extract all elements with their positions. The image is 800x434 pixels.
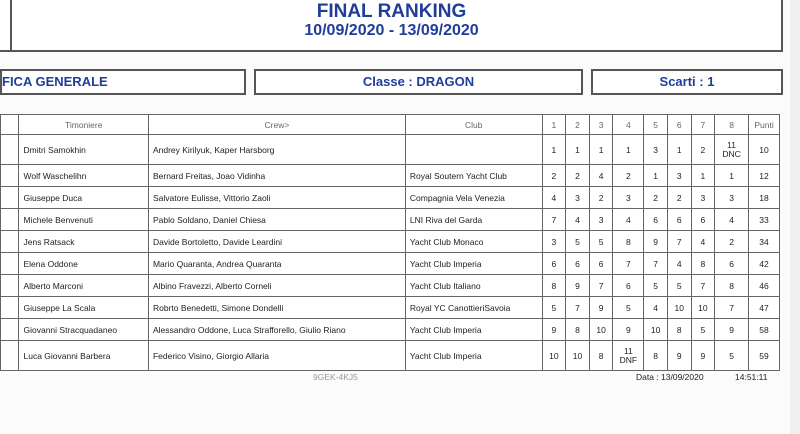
crew-cell: Salvatore Eulisse, Vittorio Zaoli (148, 187, 405, 209)
race-7-cell: 7 (691, 275, 715, 297)
points-cell: 34 (749, 231, 780, 253)
race-3-cell: 1 (589, 135, 613, 165)
club-cell: Yacht Club Imperia (405, 319, 542, 341)
crew-cell: Davide Bortoletto, Davide Leardini (148, 231, 405, 253)
race-6-cell: 9 (667, 341, 691, 371)
club-cell: Yacht Club Imperia (405, 253, 542, 275)
race-1-cell: 9 (542, 319, 566, 341)
points-cell: 59 (749, 341, 780, 371)
race-7-cell: 9 (691, 341, 715, 371)
date-range: 10/09/2020 - 13/09/2020 (304, 22, 479, 39)
race-2-cell: 8 (566, 319, 590, 341)
header-helm: Timoniere (19, 115, 148, 135)
race-6-cell: 7 (667, 231, 691, 253)
club-cell: Royal YC CanottieriSavoia (405, 297, 542, 319)
rank-header (1, 115, 19, 135)
rank-cell (1, 231, 19, 253)
class-label: Classe : DRAGON (254, 69, 583, 95)
rank-cell (1, 275, 19, 297)
crew-cell: Mario Quaranta, Andrea Quaranta (148, 253, 405, 275)
race-1-cell: 1 (542, 135, 566, 165)
rank-cell (1, 297, 19, 319)
title-box (0, 0, 783, 52)
race-3-cell: 10 (589, 319, 613, 341)
rank-cell (1, 253, 19, 275)
race-penalty-code: DNF (619, 354, 638, 365)
race-5-cell: 1 (644, 165, 668, 187)
race-6-cell: 3 (667, 165, 691, 187)
race-6-cell: 1 (667, 135, 691, 165)
rank-cell (1, 319, 19, 341)
page-title: FINAL RANKING (316, 1, 467, 22)
race-4-cell: 8 (613, 231, 644, 253)
crew-cell: Andrey Kirilyuk, Kaper Harsborg (148, 135, 405, 165)
race-8-cell (715, 135, 749, 165)
header-crew: Crew> (148, 115, 405, 135)
club-cell: Compagnia Vela Venezia (405, 187, 542, 209)
results-table (0, 114, 780, 371)
rank-cell (1, 135, 19, 165)
race-6-cell: 5 (667, 275, 691, 297)
header-points: Punti (749, 115, 780, 135)
discards-label: Scarti : 1 (591, 69, 783, 95)
scrollbar[interactable] (790, 0, 800, 434)
race-2-cell: 6 (566, 253, 590, 275)
helm-cell: Giuseppe La Scala (19, 297, 148, 319)
helm-cell: Luca Giovanni Barbera (19, 341, 148, 371)
race-4-cell: 7 (613, 253, 644, 275)
crew-cell: Alessandro Oddone, Luca Strafforello, Giulio Riano (148, 319, 405, 341)
race-5-cell: 4 (644, 297, 668, 319)
race-2-cell: 9 (566, 275, 590, 297)
race-8-cell: 9 (715, 319, 749, 341)
helm-cell: Elena Oddone (19, 253, 148, 275)
print-date: Data : 13/09/2020 (636, 372, 704, 382)
club-cell: Yacht Club Monaco (405, 231, 542, 253)
helm-cell: Michele Benvenuti (19, 209, 148, 231)
rank-cell (1, 341, 19, 371)
rank-cell (1, 209, 19, 231)
crew-cell: Pablo Soldano, Daniel Chiesa (148, 209, 405, 231)
race-8-cell: 4 (715, 209, 749, 231)
table-row (1, 275, 780, 297)
race-3-cell: 7 (589, 275, 613, 297)
table-row (1, 187, 780, 209)
race-8-cell: 2 (715, 231, 749, 253)
table-row (1, 319, 780, 341)
race-6-cell: 10 (667, 297, 691, 319)
points-cell: 18 (749, 187, 780, 209)
crew-cell: Robrto Benedetti, Simone Dondelli (148, 297, 405, 319)
crew-cell: Albino Fravezzi, Alberto Corneli (148, 275, 405, 297)
helm-cell: Dmitri Samokhin (19, 135, 148, 165)
race-3-cell: 2 (589, 187, 613, 209)
race-1-cell: 4 (542, 187, 566, 209)
race-2-cell: 10 (566, 341, 590, 371)
rank-cell (1, 187, 19, 209)
header-club: Club (405, 115, 542, 135)
race-7-cell: 3 (691, 187, 715, 209)
race-2-cell: 3 (566, 187, 590, 209)
race-4-cell: 1 (613, 135, 644, 165)
race-7-cell: 1 (691, 165, 715, 187)
race-1-cell: 8 (542, 275, 566, 297)
race-1-cell: 3 (542, 231, 566, 253)
race-4-cell: 9 (613, 319, 644, 341)
race-4-cell (613, 341, 644, 371)
table-row (1, 165, 780, 187)
race-5-cell: 10 (644, 319, 668, 341)
club-cell: Yacht Club Italiano (405, 275, 542, 297)
race-4-cell: 5 (613, 297, 644, 319)
header-race-7: 7 (691, 115, 715, 135)
table-row (1, 209, 780, 231)
race-7-cell: 4 (691, 231, 715, 253)
race-1-cell: 5 (542, 297, 566, 319)
header-race-1: 1 (542, 115, 566, 135)
race-7-cell: 6 (691, 209, 715, 231)
club-cell: LNI Riva del Garda (405, 209, 542, 231)
classification-label: FICA GENERALE (0, 69, 246, 95)
table-header-row (1, 115, 780, 135)
points-cell: 47 (749, 297, 780, 319)
table-row (1, 135, 780, 165)
race-5-cell: 2 (644, 187, 668, 209)
race-4-cell: 6 (613, 275, 644, 297)
header-race-2: 2 (566, 115, 590, 135)
race-6-cell: 2 (667, 187, 691, 209)
race-8-cell: 6 (715, 253, 749, 275)
points-cell: 58 (749, 319, 780, 341)
helm-cell: Giuseppe Duca (19, 187, 148, 209)
print-time: 14:51:11 (735, 372, 768, 382)
table-row (1, 231, 780, 253)
race-3-cell: 6 (589, 253, 613, 275)
race-7-cell: 10 (691, 297, 715, 319)
race-3-cell: 3 (589, 209, 613, 231)
race-3-cell: 8 (589, 341, 613, 371)
club-cell (405, 135, 542, 165)
race-5-cell: 8 (644, 341, 668, 371)
race-3-cell: 5 (589, 231, 613, 253)
race-score: 11 (727, 139, 736, 150)
race-8-cell: 1 (715, 165, 749, 187)
club-cell: Royal Soutern Yacht Club (405, 165, 542, 187)
race-3-cell: 9 (589, 297, 613, 319)
race-3-cell: 4 (589, 165, 613, 187)
header-race-6: 6 (667, 115, 691, 135)
race-2-cell: 1 (566, 135, 590, 165)
points-cell: 46 (749, 275, 780, 297)
race-2-cell: 5 (566, 231, 590, 253)
race-5-cell: 3 (644, 135, 668, 165)
race-8-cell: 5 (715, 341, 749, 371)
club-cell: Yacht Club Imperia (405, 341, 542, 371)
table-row (1, 297, 780, 319)
race-8-cell: 8 (715, 275, 749, 297)
race-1-cell: 7 (542, 209, 566, 231)
table-row (1, 253, 780, 275)
race-6-cell: 4 (667, 253, 691, 275)
race-score: 11 (623, 345, 633, 356)
header-race-4: 4 (613, 115, 644, 135)
race-4-cell: 3 (613, 187, 644, 209)
points-cell: 42 (749, 253, 780, 275)
race-4-cell: 2 (613, 165, 644, 187)
document-reference: 9GEK-4KJ5 (313, 372, 358, 382)
crew-cell: Bernard Freitas, Joao Vidinha (148, 165, 405, 187)
points-cell: 12 (749, 165, 780, 187)
table-body (1, 135, 780, 371)
race-8-cell: 7 (715, 297, 749, 319)
race-1-cell: 6 (542, 253, 566, 275)
helm-cell: Jens Ratsack (19, 231, 148, 253)
crew-cell: Federico Visino, Giorgio Allaria (148, 341, 405, 371)
helm-cell: Wolf Waschelihn (19, 165, 148, 187)
race-7-cell: 2 (691, 135, 715, 165)
table-row (1, 341, 780, 371)
race-1-cell: 2 (542, 165, 566, 187)
race-4-cell: 4 (613, 209, 644, 231)
header-race-3: 3 (589, 115, 613, 135)
header-race-5: 5 (644, 115, 668, 135)
header-race-8: 8 (715, 115, 749, 135)
race-6-cell: 8 (667, 319, 691, 341)
race-1-cell: 10 (542, 341, 566, 371)
race-5-cell: 9 (644, 231, 668, 253)
race-8-cell: 3 (715, 187, 749, 209)
race-5-cell: 5 (644, 275, 668, 297)
race-penalty-code: DNC (722, 148, 741, 159)
race-7-cell: 8 (691, 253, 715, 275)
helm-cell: Giovanni Stracquadaneo (19, 319, 148, 341)
race-7-cell: 5 (691, 319, 715, 341)
points-cell: 10 (749, 135, 780, 165)
helm-cell: Alberto Marconi (19, 275, 148, 297)
race-5-cell: 7 (644, 253, 668, 275)
race-2-cell: 7 (566, 297, 590, 319)
race-6-cell: 6 (667, 209, 691, 231)
race-2-cell: 2 (566, 165, 590, 187)
race-2-cell: 4 (566, 209, 590, 231)
rank-cell (1, 165, 19, 187)
race-5-cell: 6 (644, 209, 668, 231)
points-cell: 33 (749, 209, 780, 231)
